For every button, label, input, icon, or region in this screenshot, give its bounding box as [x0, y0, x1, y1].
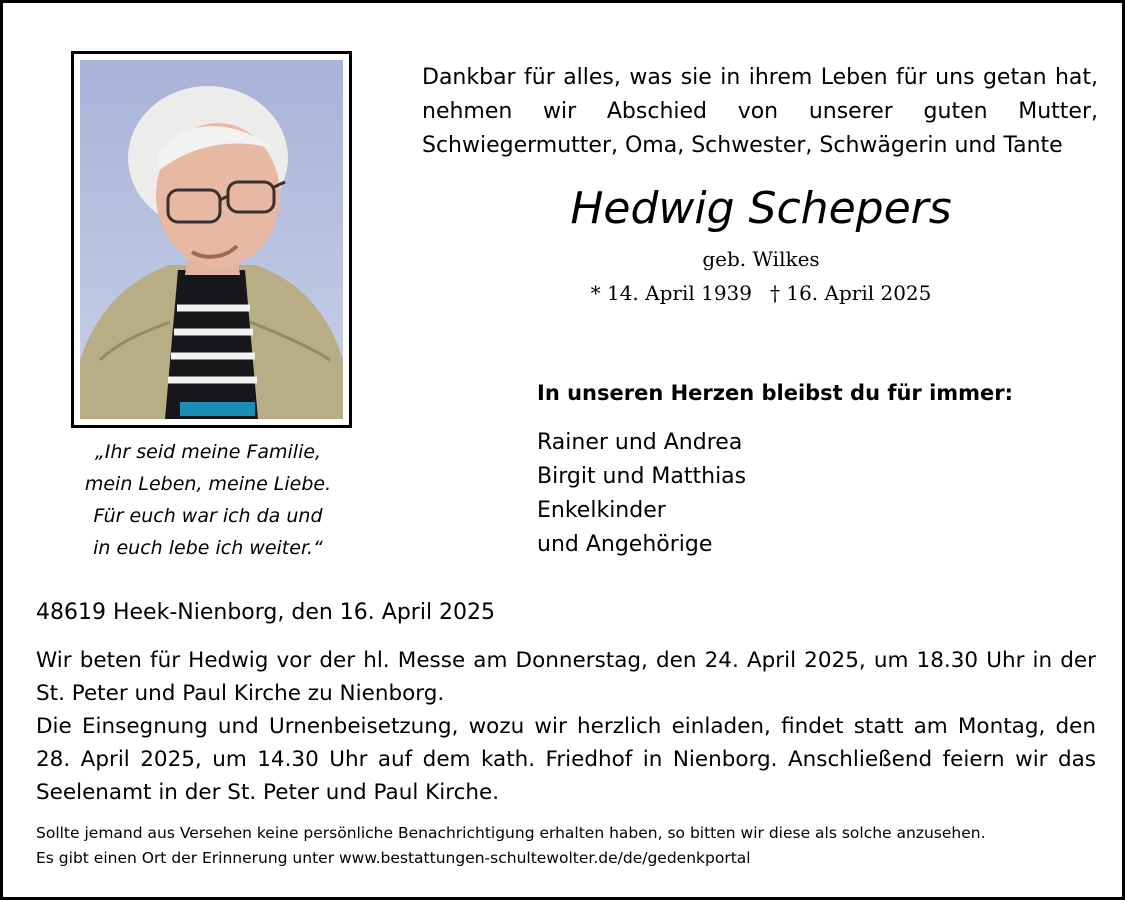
service-paragraph-2: Die Einsegnung und Urnenbeisetzung, wozu wir herzlich einladen, findet statt am Montag, den 28. April 2025, um 14.30 Uhr auf dem kath. Friedhof in Nienborg. Anschließend feiern wir das Seelenamt in der St. Peter und Paul Kirche.: [36, 714, 1096, 805]
quote-line: mein Leben, meine Liebe.: [84, 473, 332, 495]
footer-notes: [36, 821, 1106, 871]
mourners-list: [537, 426, 746, 562]
deceased-name: Hedwig Schepers: [570, 183, 952, 234]
service-paragraph-1: Wir beten für Hedwig vor der hl. Messe am Donnerstag, den 24. April 2025, um 18.30 Uhr in der St. Peter und Paul Kirche zu Nienborg.: [36, 648, 1096, 706]
photo-frame: [71, 51, 352, 428]
intro-line-2: Schwiegermutter, Oma, Schwester, Schwägerin und Tante: [422, 133, 1063, 158]
mourners-heading: In unseren Herzen bleibst du für immer:: [537, 381, 1014, 405]
quote-line: „Ihr seid meine Familie,: [94, 441, 322, 463]
place-and-date: 48619 Heek-Nienborg, den 16. April 2025: [36, 600, 496, 625]
service-details: [36, 644, 1096, 809]
intro-text: [422, 61, 1098, 163]
quote-line: in euch lebe ich weiter.“: [93, 537, 323, 559]
portrait-photo: [80, 60, 343, 419]
maiden-name: geb. Wilkes: [702, 247, 820, 271]
mourner-item: Enkelkinder: [537, 498, 666, 523]
mourner-item: und Angehörige: [537, 532, 713, 557]
footer-line-1: Sollte jemand aus Versehen keine persönliche Benachrichtigung erhalten haben, so bitten wir diese als solche anzusehen.: [36, 824, 986, 842]
life-dates: [423, 279, 1099, 307]
intro-line-1: Dankbar für alles, was sie in ihrem Leben für uns getan hat, nehmen wir Abschied von unserer guten Mutter,: [422, 65, 1098, 124]
mourner-item: Rainer und Andrea: [537, 430, 743, 455]
birth-date: * 14. April 1939: [590, 281, 752, 305]
footer-line-2: Es gibt einen Ort der Erinnerung unter www.bestattungen-schultewolter.de/de/gedenkportal: [36, 849, 751, 867]
death-date: † 16. April 2025: [770, 281, 932, 305]
quote: [58, 436, 358, 564]
quote-line: Für euch war ich da und: [93, 505, 323, 527]
mourner-item: Birgit und Matthias: [537, 464, 747, 489]
